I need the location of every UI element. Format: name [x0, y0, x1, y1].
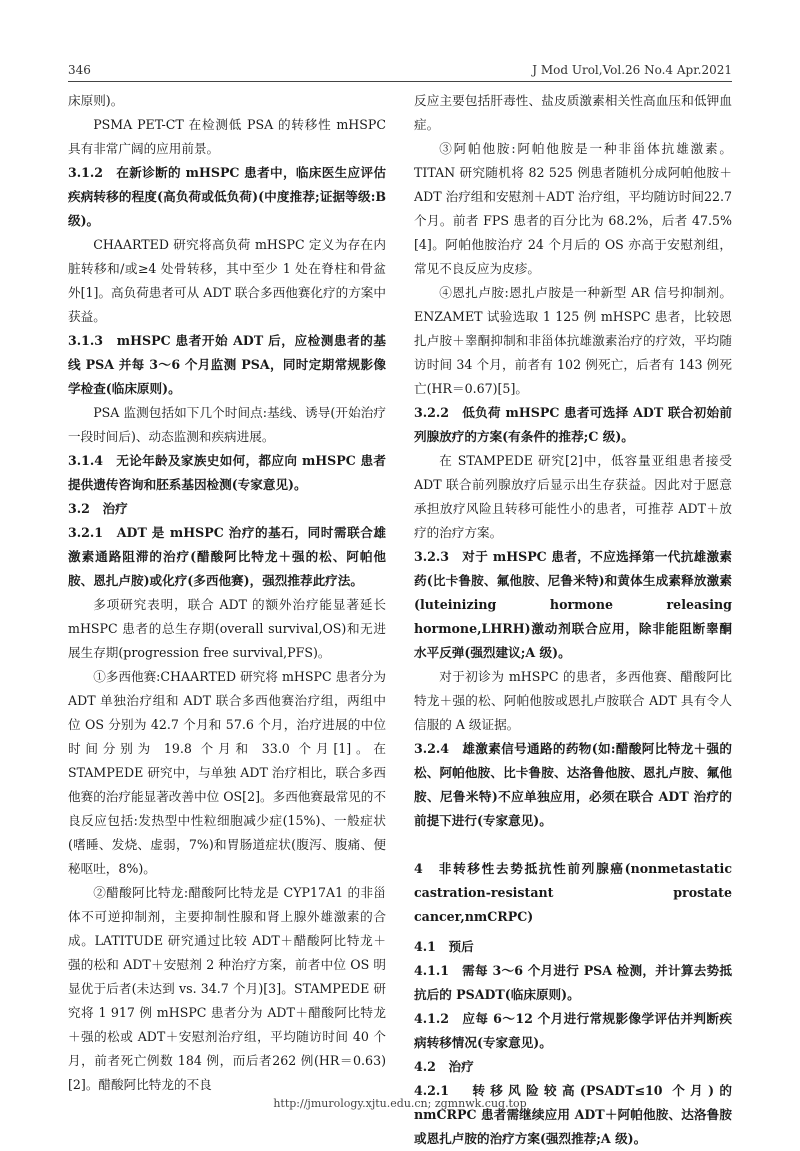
paragraph: 3.2.2 低负荷 mHSPC 患者可选择 ADT 联合初始前列腺放疗的方案(有条件的推荐;C 级)。: [414, 405, 732, 444]
paragraph: 4.1.1 需每 3～6 个月进行 PSA 检测，并计算去势抵抗后的 PSADT(临床原则)。: [414, 963, 732, 1002]
paragraph: 4.2.1 转移风险较高(PSADT≤10 个月)的 nmCRPC 患者需继续应用 ADT＋阿帕他胺、达洛鲁胺或恩扎卢胺的治疗方案(强烈推荐;A 级)。: [414, 1083, 732, 1146]
paragraph: 3.2 治疗: [68, 501, 128, 516]
page-number: 346: [68, 63, 91, 77]
paragraph: ④恩扎卢胺:恩扎卢胺是一种新型 AR 信号抑制剂。ENZAMET 试验选取 1 125 例 mHSPC 患者，比较恩扎卢胺＋睾酮抑制和非甾体抗雄激素治疗的疗效，平均随访时间 34 个月，前者有 102 例死亡，后者有 143 例死亡(HR＝0.67)[5]。: [414, 285, 732, 396]
paragraph: 3.1.2 在新诊断的 mHSPC 患者中，临床医生应评估疾病转移的程度(高负荷或低负荷)(中度推荐;证据等级:B 级)。: [68, 165, 386, 228]
paragraph: PSMA PET-CT 在检测低 PSA 的转移性 mHSPC 具有非常广阔的应用前景。: [68, 117, 386, 156]
footer-urls: http://jmurology.xjtu.edu.cn; zgmnwk.cug.top: [273, 1097, 527, 1110]
paragraph: 3.2.1 ADT 是 mHSPC 治疗的基石，同时需联合雄激素通路阻滞的治疗(醋酸阿比特龙＋强的松、阿帕他胺、恩扎卢胺)或化疗(多西他赛)，强烈推荐此疗法。: [68, 525, 386, 588]
paragraph: 3.2.4 雄激素信号通路的药物(如:醋酸阿比特龙＋强的松、阿帕他胺、比卡鲁胺、达洛鲁他胺、恩扎卢胺、氟他胺、尼鲁米特)不应单独应用，必须在联合 ADT 治疗的前提下进行(专家意见)。: [414, 741, 732, 828]
right-column: [414, 89, 732, 1151]
paragraph: CHAARTED 研究将高负荷 mHSPC 定义为存在内脏转移和/或≥4 处骨转移，其中至少 1 处在脊柱和骨盆外[1]。高负荷患者可从 ADT 联合多西他赛化疗的方案中获益。: [68, 237, 386, 324]
paragraph: 3.1.3 mHSPC 患者开始 ADT 后，应检测患者的基线 PSA 并每 3～6 个月监测 PSA，同时定期常规影像学检查(临床原则)。: [68, 333, 386, 396]
left-column: [68, 89, 386, 1097]
paragraph: 4.1 预后: [414, 939, 474, 954]
paragraph: 3.1.4 无论年龄及家族史如何，都应向 mHSPC 患者提供遗传咨询和胚系基因检测(专家意见)。: [68, 453, 386, 492]
paragraph: PSA 监测包括如下几个时间点:基线、诱导(开始治疗一段时间后)、动态监测和疾病进展。: [68, 405, 386, 444]
running-header: [68, 58, 732, 82]
paragraph: 床原则)。: [68, 93, 124, 108]
paragraph: 反应主要包括肝毒性、盐皮质激素相关性高血压和低钾血症。: [414, 93, 732, 132]
paragraph: 3.2.3 对于 mHSPC 患者，不应选择第一代抗雄激素药(比卡鲁胺、氟他胺、尼鲁米特)和黄体生成素释放激素(luteinizing hormone releasing hormone,LHRH)激动剂联合应用，除非能阻断睾酮水平反弹(强烈建议;A 级)。: [414, 549, 732, 660]
paragraph: 4.1.2 应每 6～12 个月进行常规影像学评估并判断疾病转移情况(专家意见)。: [414, 1011, 732, 1050]
paragraph: 4 非转移性去势抵抗性前列腺癌(nonmetastatic castration-resistant prostate cancer,nmCRPC): [414, 861, 732, 924]
paragraph: 在 STAMPEDE 研究[2]中，低容量亚组患者接受 ADT 联合前列腺放疗后显示出生存获益。因此对于愿意承担放疗风险且转移可能性小的患者，可推荐 ADT＋放疗的治疗方案。: [414, 453, 732, 540]
journal-citation: J Mod Urol,Vol.26 No.4 Apr.2021: [532, 63, 732, 77]
paragraph: ③阿帕他胺:阿帕他胺是一种非甾体抗雄激素。TITAN 研究随机将 82 525 例患者随机分成阿帕他胺＋ADT 治疗组和安慰剂＋ADT 治疗组，平均随访时间22.7 个月。前者 FPS 患者的百分比为 68.2%，后者 47.5%[4]。阿帕他胺治疗 24 个月后的 OS 亦高于安慰剂组，常见不良反应为皮疹。: [414, 141, 732, 276]
paragraph: ①多西他赛:CHAARTED 研究将 mHSPC 患者分为 ADT 单独治疗组和 ADT 联合多西他赛治疗组，两组中位 OS 分别为 42.7 个月和 57.6 个月，治疗进展的中位时间分别为 19.8 个月和 33.0 个月[1]。在 STAMPEDE 研究中，与单独 ADT 治疗相比，联合多西他赛的治疗能显著改善中位 OS[2]。多西他赛最常见的不良反应包括:发热型中性粒细胞减少症(15%)、一般症状(嗜睡、发烧、虚弱，7%)和胃肠道症状(腹泻、腹痛、便秘呕吐，8%)。: [68, 669, 386, 876]
paragraph: 多项研究表明，联合 ADT 的额外治疗能显著延长 mHSPC 患者的总生存期(overall survival,OS)和无进展生存期(progression free survival,PFS)。: [68, 597, 386, 660]
paragraph: ②醋酸阿比特龙:醋酸阿比特龙是 CYP17A1 的非甾体不可逆抑制剂，主要抑制性腺和肾上腺外雄激素的合成。LATITUDE 研究通过比较 ADT＋醋酸阿比特龙＋强的松和 ADT＋安慰剂 2 种治疗方案，前者中位 OS 明显优于后者(未达到 vs. 34.7 个月)[3]。STAMPEDE 研究将 1 917 例 mHSPC 患者分为 ADT＋醋酸阿比特龙＋强的松或 ADT＋安慰剂治疗组，平均随访时间 40 个月，前者死亡例数 184 例，而后者262 例(HR＝0.63)[2]。醋酸阿比特龙的不良: [68, 885, 386, 1092]
paragraph: 4.2 治疗: [414, 1059, 474, 1074]
paragraph: 对于初诊为 mHSPC 的患者，多西他赛、醋酸阿比特龙＋强的松、阿帕他胺或恩扎卢胺联合 ADT 具有令人信服的 A 级证据。: [414, 669, 732, 732]
